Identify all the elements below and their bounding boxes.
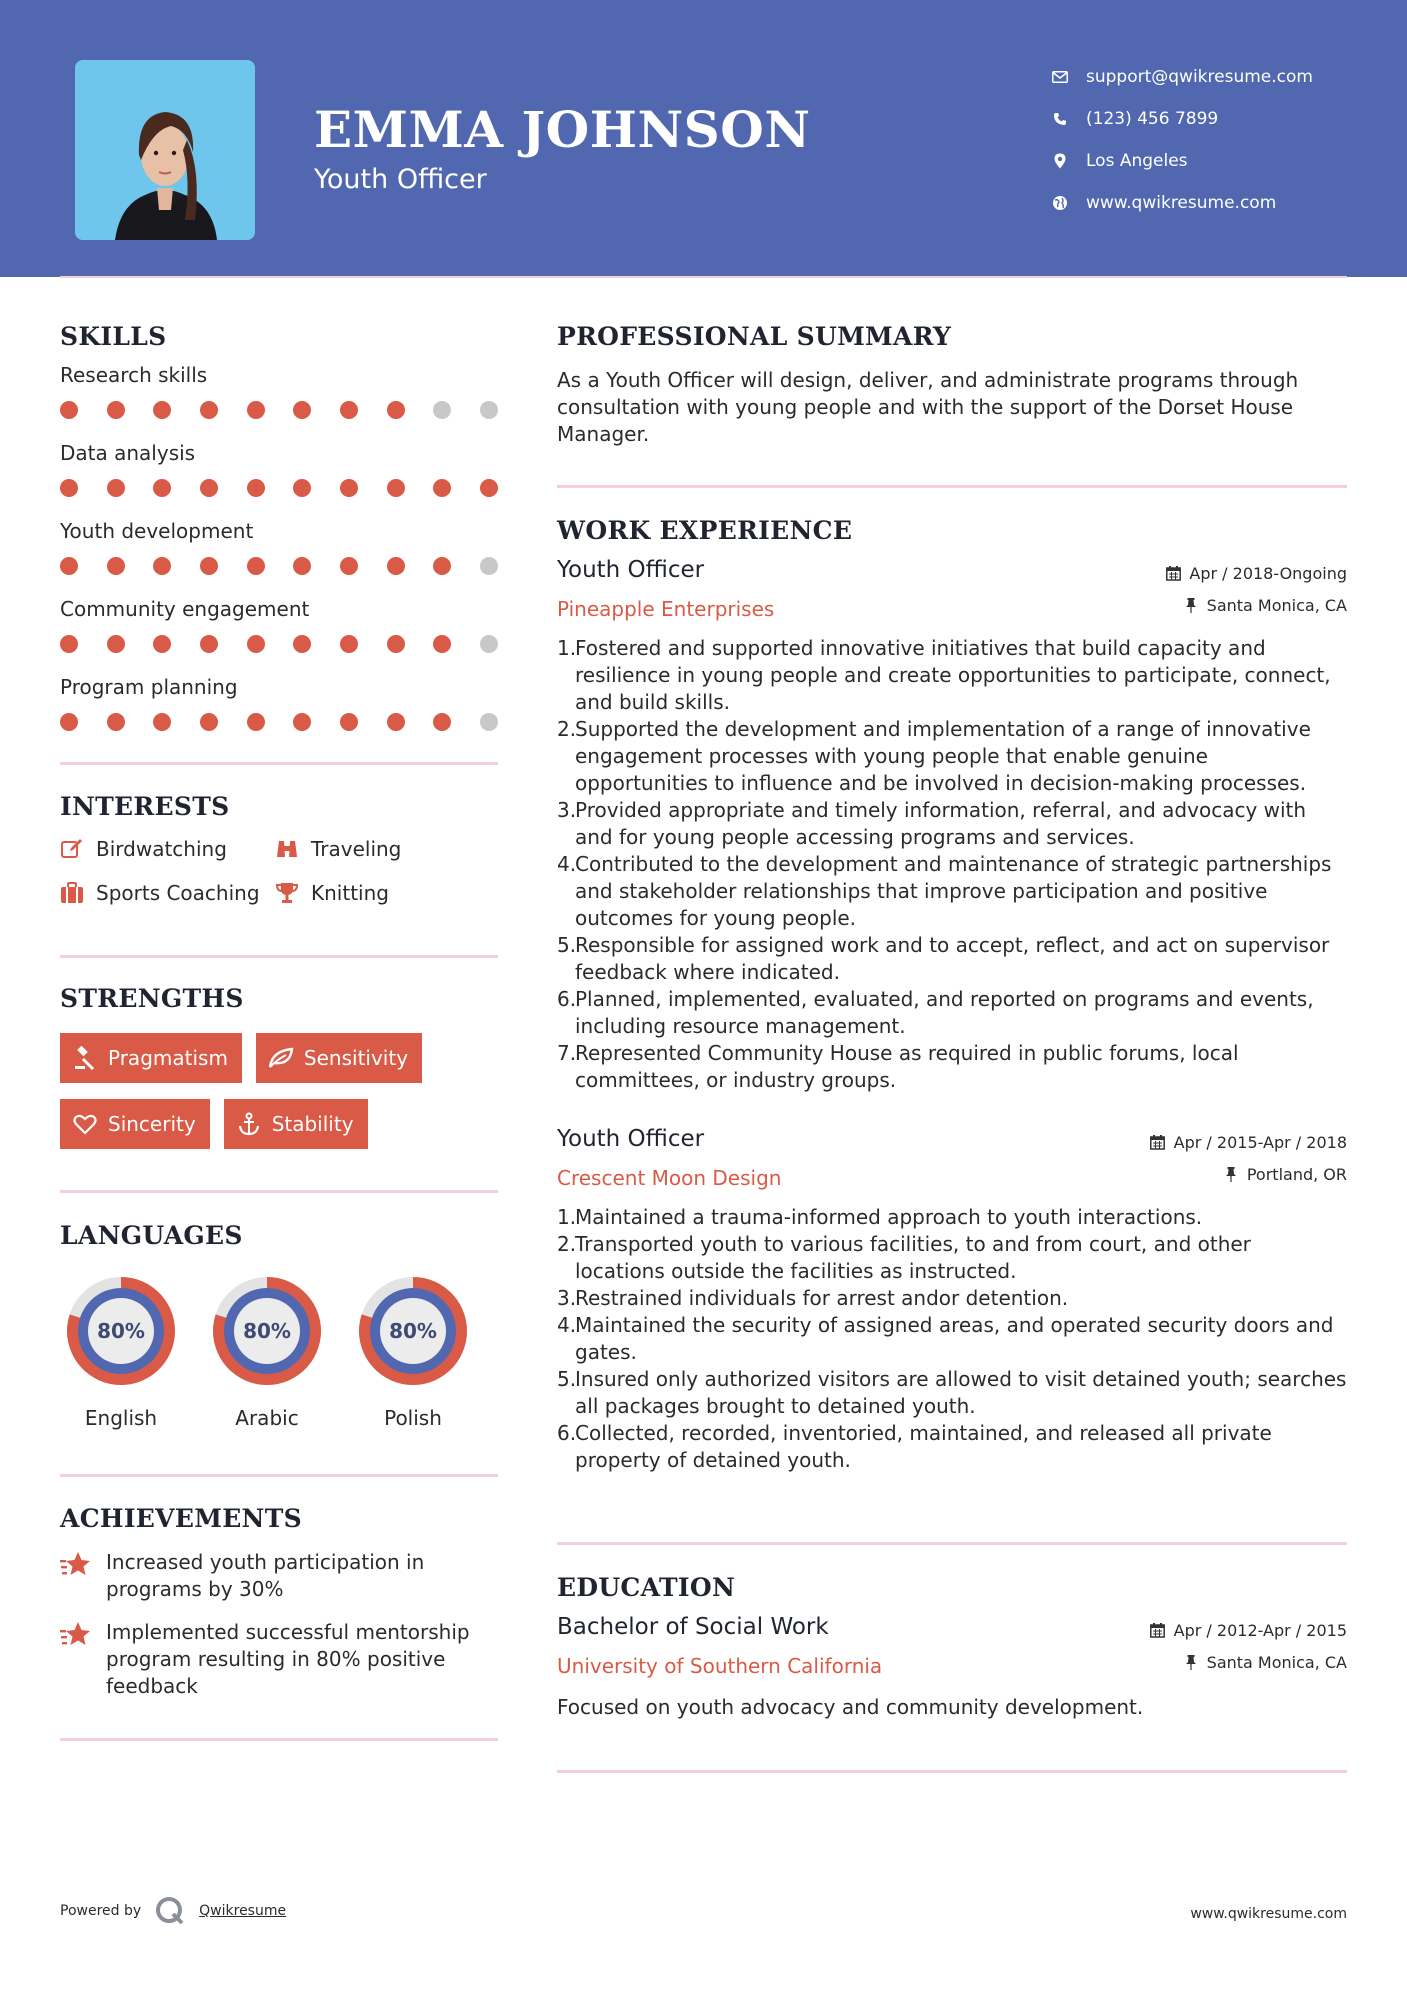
rating-dot [480, 557, 498, 575]
rating-dot [247, 635, 265, 653]
rating-dot [107, 557, 125, 575]
pushpin-icon [1183, 597, 1199, 613]
job-dates [1165, 557, 1347, 589]
rating-dot [200, 557, 218, 575]
bullet-number: 1. [557, 1205, 577, 1229]
rating-dot [200, 479, 218, 497]
strength-tag [256, 1033, 422, 1083]
contact-phone-text: (123) 456 7899 [1086, 109, 1219, 129]
language-item [206, 1270, 328, 1430]
footer-website[interactable]: www.qwikresume.com [1190, 1906, 1347, 1922]
bullet-text: Responsible for assigned work and to accept, reflect, and act on supervisor feedback where indicated. [575, 933, 1330, 984]
rating-dot [153, 401, 171, 419]
job-bullets [557, 1204, 1347, 1474]
star-icon [60, 1619, 92, 1651]
rating-dot [60, 635, 78, 653]
language-percent: 80% [389, 1319, 437, 1343]
job-role: Youth Officer [557, 557, 705, 583]
language-donut [352, 1270, 474, 1392]
interest-label: Traveling [311, 837, 402, 861]
job-bullet [557, 1231, 1347, 1285]
experience-heading: WORK EXPERIENCE [557, 516, 853, 545]
job-role: Youth Officer [557, 1126, 705, 1152]
bullet-number: 2. [557, 1232, 577, 1256]
job-bullet [557, 932, 1347, 986]
rating-dot [433, 479, 451, 497]
rating-dot [387, 635, 405, 653]
job-bullet [557, 635, 1347, 716]
contact-email[interactable] [1050, 56, 1313, 98]
pushpin-icon [1183, 1654, 1199, 1670]
bullet-text: Insured only authorized visitors are allowed to visit detained youth; searches all packages brought to detained youth. [575, 1367, 1347, 1418]
bullet-number: 6. [557, 1421, 577, 1445]
rating-dot [433, 557, 451, 575]
language-name: Arabic [235, 1406, 299, 1430]
language-item [352, 1270, 474, 1430]
job-dates-text: Apr / 2018-Ongoing [1189, 563, 1347, 583]
skill-rating [60, 713, 498, 731]
rating-dot [387, 713, 405, 731]
rating-dot [60, 401, 78, 419]
candidate-name: EMMA JOHNSON [314, 100, 811, 159]
education-location-text: Santa Monica, CA [1206, 1652, 1347, 1672]
rating-dot [153, 713, 171, 731]
globe-icon [1050, 193, 1070, 213]
rating-dot [340, 401, 358, 419]
rating-dot [293, 713, 311, 731]
achievements-heading: ACHIEVEMENTS [60, 1504, 302, 1533]
job-entry [557, 557, 1347, 1094]
section-divider [60, 1474, 498, 1477]
skill-rating [60, 635, 498, 653]
interest-label: Knitting [311, 881, 389, 905]
bullet-number: 1. [557, 636, 577, 660]
rating-dot [480, 401, 498, 419]
language-name: Polish [384, 1406, 442, 1430]
bullet-text: Transported youth to various facilities, to and from court, and other locations outside the facilities as instructed. [575, 1232, 1251, 1283]
rating-dot [200, 401, 218, 419]
section-divider [60, 1738, 498, 1741]
section-divider [557, 485, 1347, 488]
rating-dot [480, 635, 498, 653]
bullet-text: Planned, implemented, evaluated, and reported on programs and events, including resource management. [575, 987, 1314, 1038]
bullet-text: Restrained individuals for arrest andor detention. [575, 1286, 1069, 1310]
rating-dot [247, 401, 265, 419]
job-bullet [557, 716, 1347, 797]
skill-item [60, 363, 498, 419]
rating-dot [153, 635, 171, 653]
rating-dot [387, 479, 405, 497]
language-name: English [84, 1406, 158, 1430]
bullet-number: 5. [557, 933, 577, 957]
contact-location [1050, 140, 1313, 182]
bullet-text: Contributed to the development and maintenance of strategic partnerships and stakeholder relationships that improve participation and positive outcomes for young people. [575, 852, 1332, 930]
interests-heading: INTERESTS [60, 792, 230, 821]
bullet-number: 2. [557, 717, 577, 741]
briefcase-icon [60, 881, 84, 905]
skill-item [60, 675, 498, 731]
section-divider [557, 1542, 1347, 1545]
calendar-icon [1165, 565, 1181, 581]
strength-label: Stability [271, 1112, 354, 1136]
interests-section [60, 792, 498, 925]
section-divider [60, 1190, 498, 1193]
rating-dot [200, 635, 218, 653]
header-banner [0, 0, 1407, 277]
rating-dot [60, 557, 78, 575]
interest-label: Sports Coaching [96, 881, 260, 905]
interest-label: Birdwatching [96, 837, 227, 861]
job-location [1165, 589, 1347, 621]
rating-dot [107, 479, 125, 497]
bullet-number: 6. [557, 987, 577, 1011]
job-bullet [557, 1420, 1347, 1474]
skill-rating [60, 557, 498, 575]
language-percent: 80% [97, 1319, 145, 1343]
language-item [60, 1270, 182, 1430]
job-bullet [557, 1204, 1347, 1231]
job-entry [557, 1126, 1347, 1474]
rating-dot [200, 713, 218, 731]
job-location [1150, 1158, 1347, 1190]
achievement-item [60, 1619, 498, 1700]
bullet-number: 3. [557, 798, 577, 822]
powered-by-text: Powered by [60, 1903, 142, 1919]
skill-item [60, 519, 498, 575]
rating-dot [433, 635, 451, 653]
rating-dot [247, 557, 265, 575]
skill-item [60, 441, 498, 497]
job-bullet [557, 1040, 1347, 1094]
section-divider [60, 955, 498, 958]
bullet-text: Maintained the security of assigned areas, and operated security doors and gates. [575, 1313, 1334, 1364]
rating-dot [387, 401, 405, 419]
job-dates-text: Apr / 2015-Apr / 2018 [1173, 1132, 1347, 1152]
job-bullet [557, 1366, 1347, 1420]
bullet-number: 4. [557, 1313, 577, 1337]
strengths-section [60, 984, 498, 1165]
edit-icon [60, 837, 84, 861]
anchor-icon [236, 1111, 262, 1137]
pushpin-icon [1223, 1166, 1239, 1182]
strengths-list [60, 1033, 498, 1165]
rating-dot [340, 635, 358, 653]
achievement-text: Implemented successful mentorship program resulting in 80% positive feedback [106, 1620, 470, 1698]
section-divider [60, 762, 498, 765]
job-bullet [557, 797, 1347, 851]
achievement-text: Increased youth participation in programs by 30% [106, 1550, 425, 1601]
rating-dot [107, 635, 125, 653]
bullet-text: Supported the development and implementation of a range of innovative engagement processes with young people that enable genuine opportunities to influence and be involved in decision-making processes. [575, 717, 1311, 795]
phone-icon [1050, 109, 1070, 129]
language-donut [206, 1270, 328, 1392]
rating-dot [153, 557, 171, 575]
summary-heading: PROFESSIONAL SUMMARY [557, 322, 952, 351]
rating-dot [153, 479, 171, 497]
language-percent: 80% [243, 1319, 291, 1343]
strength-tag [60, 1033, 242, 1083]
education-heading: EDUCATION [557, 1573, 736, 1602]
rating-dot [107, 401, 125, 419]
bullet-text: Represented Community House as required in public forums, local committees, or industry groups. [575, 1041, 1239, 1092]
languages-section [60, 1221, 498, 1430]
rating-dot [387, 557, 405, 575]
bullet-text: Maintained a trauma-informed approach to youth interactions. [575, 1205, 1203, 1229]
rating-dot [340, 479, 358, 497]
rating-dot [293, 401, 311, 419]
calendar-icon [1150, 1134, 1166, 1150]
summary-section [557, 322, 1347, 448]
achievements-section [60, 1504, 498, 1700]
contact-website-text: www.qwikresume.com [1086, 193, 1277, 213]
rating-dot [340, 713, 358, 731]
rating-dot [293, 479, 311, 497]
bullet-number: 3. [557, 1286, 577, 1310]
strength-label: Sincerity [108, 1112, 196, 1136]
bullet-text: Collected, recorded, inventoried, maintained, and released all private property of detained youth. [575, 1421, 1272, 1472]
profile-photo [75, 60, 255, 240]
skill-rating [60, 401, 498, 419]
job-bullet [557, 851, 1347, 932]
language-donut [60, 1270, 182, 1392]
education-description: Focused on youth advocacy and community development. [557, 1695, 1144, 1719]
job-location-text: Portland, OR [1246, 1164, 1347, 1184]
rating-dot [480, 713, 498, 731]
skill-label: Community engagement [60, 597, 310, 621]
skill-label: Data analysis [60, 441, 196, 465]
education-school: University of Southern California [557, 1654, 883, 1678]
bullet-text: Provided appropriate and timely information, referral, and advocacy with and for young people accessing programs and services. [575, 798, 1307, 849]
contact-phone[interactable] [1050, 98, 1313, 140]
skills-heading: SKILLS [60, 322, 167, 351]
rating-dot [60, 713, 78, 731]
bullet-number: 4. [557, 852, 577, 876]
summary-text: As a Youth Officer will design, deliver, and administrate programs through consultation with young people and with the support of the Dorset House Manager. [557, 368, 1299, 446]
heart-icon [72, 1111, 98, 1137]
envelope-icon [1050, 67, 1070, 87]
rating-dot [247, 479, 265, 497]
bullet-number: 5. [557, 1367, 577, 1391]
education-location [1150, 1646, 1347, 1678]
achievement-item [60, 1549, 498, 1603]
interest-item [275, 881, 389, 905]
rating-dot [107, 713, 125, 731]
skill-label: Youth development [60, 519, 254, 543]
qwikresume-logo-icon [155, 1896, 185, 1926]
job-company: Crescent Moon Design [557, 1166, 782, 1190]
header-divider [60, 276, 1347, 278]
rating-dot [433, 401, 451, 419]
languages-heading: LANGUAGES [60, 1221, 243, 1250]
job-bullet [557, 986, 1347, 1040]
experience-section [557, 516, 1347, 1474]
interests-list [60, 837, 498, 925]
contact-email-text: support@qwikresume.com [1086, 67, 1313, 87]
rating-dot [60, 479, 78, 497]
job-company: Pineapple Enterprises [557, 597, 775, 621]
rating-dot [340, 557, 358, 575]
job-dates [1150, 1126, 1347, 1158]
education-section [557, 1573, 1347, 1721]
interest-item [275, 837, 401, 861]
skill-rating [60, 479, 498, 497]
skill-item [60, 597, 498, 653]
star-icon [60, 1549, 92, 1581]
trophy-icon [275, 881, 299, 905]
calendar-icon [1150, 1622, 1166, 1638]
contact-website[interactable] [1050, 182, 1313, 224]
candidate-title: Youth Officer [314, 164, 487, 195]
education-dates-text: Apr / 2012-Apr / 2015 [1173, 1620, 1347, 1640]
rating-dot [433, 713, 451, 731]
section-divider [557, 1770, 1347, 1773]
education-dates [1150, 1614, 1347, 1646]
job-bullets [557, 635, 1347, 1094]
job-bullet [557, 1312, 1347, 1366]
skills-list [60, 363, 498, 731]
interest-item [60, 881, 275, 905]
map-marker-icon [1050, 151, 1070, 171]
rating-dot [247, 713, 265, 731]
contact-list [1050, 56, 1313, 224]
leaf-icon [268, 1045, 294, 1071]
job-location-text: Santa Monica, CA [1206, 595, 1347, 615]
brand-link[interactable]: Qwikresume [199, 1903, 287, 1919]
binoculars-icon [275, 837, 299, 861]
education-degree: Bachelor of Social Work [557, 1614, 829, 1640]
strength-label: Sensitivity [303, 1046, 409, 1070]
bullet-text: Fostered and supported innovative initiatives that build capacity and resilience in young people and create opportunities to participate, connect, and build skills. [575, 636, 1331, 714]
skill-label: Program planning [60, 675, 238, 699]
skill-label: Research skills [60, 363, 208, 387]
job-bullet [557, 1285, 1347, 1312]
languages-list [60, 1270, 498, 1430]
rating-dot [293, 635, 311, 653]
strength-label: Pragmatism [108, 1046, 228, 1070]
strength-tag [60, 1099, 210, 1149]
interest-item [60, 837, 275, 861]
gavel-icon [72, 1045, 98, 1071]
rating-dot [293, 557, 311, 575]
rating-dot [480, 479, 498, 497]
footer-powered-by [60, 1896, 286, 1926]
strength-tag [224, 1099, 368, 1149]
bullet-number: 7. [557, 1041, 577, 1065]
skills-section [60, 322, 498, 753]
contact-location-text: Los Angeles [1086, 151, 1188, 171]
strengths-heading: STRENGTHS [60, 984, 244, 1013]
